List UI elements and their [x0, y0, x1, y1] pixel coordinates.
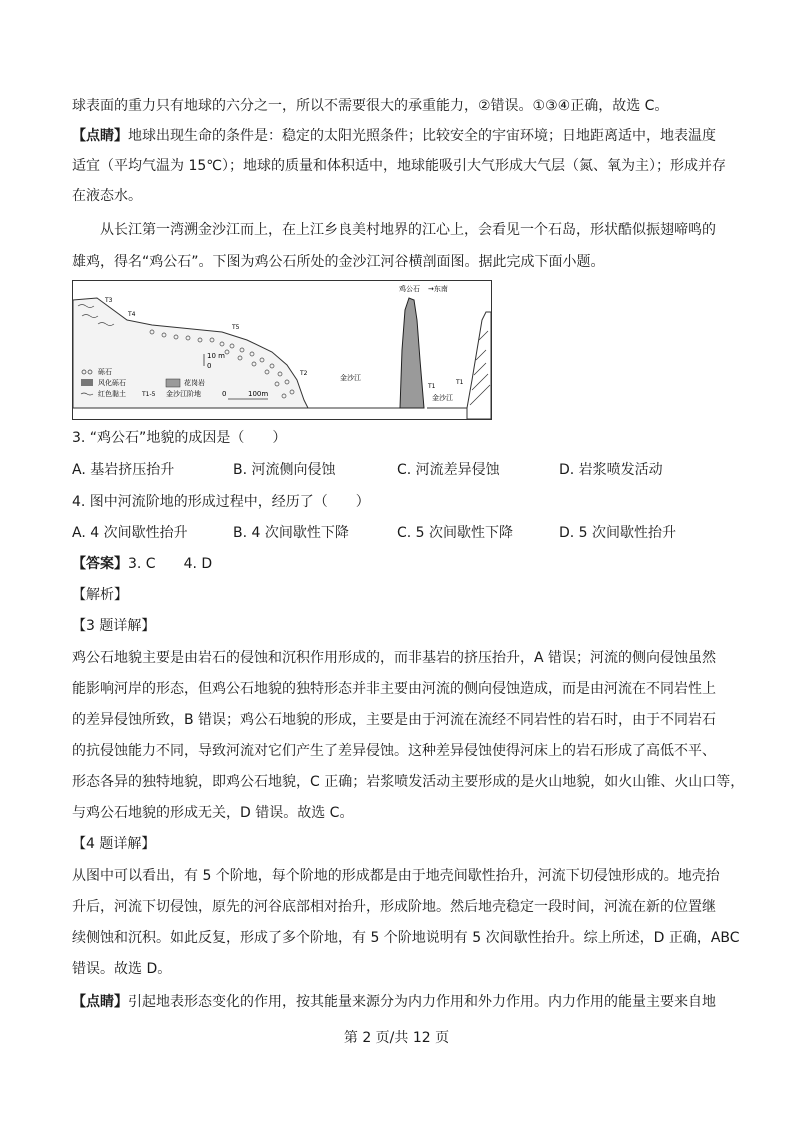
terrace-t5: T5 — [232, 324, 240, 331]
legend-weathered: 风化砾石 — [98, 379, 126, 387]
legend-granite: 花岗岩 — [184, 379, 205, 387]
scale-horizontal-zero: 0 — [222, 390, 227, 398]
scale-vertical-zero: 0 — [207, 362, 212, 370]
legend-clay: 红色黏土 — [98, 390, 126, 398]
detail-3-line-6: 与鸡公石地貌的形成无关，D 错误。故选 C。 — [72, 805, 354, 821]
river-label-left: 金沙江 — [340, 374, 361, 382]
answer-tag: 【答案】 — [72, 556, 128, 572]
passage-line-2: 雄鸡，得名“鸡公石”。下图为鸡公石所处的金沙江河谷横剖面图。据此完成下面小题。 — [72, 254, 605, 270]
tip-2-text: 引起地表形态变化的作用，按其能量来源分为内力作用和外力作用。内力作用的能量主要来自地 — [128, 994, 716, 1010]
tip-2-line — [72, 992, 716, 1012]
legend-terrace: 金沙江阶地 — [166, 390, 201, 398]
q4-option-b: B. 4 次间歇性下降 — [233, 525, 349, 541]
intro-line-1: 球表面的重力只有地球的六分之一，所以不需要很大的承重能力，②错误。①③④正确，故选 C。 — [72, 98, 669, 114]
q4-option-d: D. 5 次间歇性抬升 — [559, 525, 677, 541]
terrace-t1-right: T1 — [456, 379, 464, 386]
detail-4-line-4: 错误。故选 D。 — [72, 961, 172, 977]
answer-text: 3. C 4. D — [128, 556, 213, 572]
detail-3-line-4: 的抗侵蚀能力不同，导致河流对它们产生了差异侵蚀。这种差异侵蚀使得河床上的岩石形成了高低不平、 — [72, 743, 716, 759]
q4-stem: 4. 图中河流阶地的形成过程中，经历了（ ） — [72, 494, 370, 510]
terrace-t1-left: T1 — [428, 383, 436, 390]
tip-2-tag: 【点睛】 — [72, 994, 128, 1010]
scale-horizontal: 100m — [248, 390, 269, 398]
river-label-right: 金沙江 — [432, 394, 453, 402]
q3-stem: 3. “鸡公石”地貌的成因是（ ） — [72, 430, 287, 446]
valley-cross-section-figure — [72, 280, 492, 420]
terrace-t3: T3 — [105, 297, 113, 304]
passage-line-1: 从长江第一湾溯金沙江而上，在上江乡良美村地界的江心上，会看见一个石岛，形状酷似振翅啼鸣的 — [100, 222, 716, 238]
q3-option-a: A. 基岩挤压抬升 — [72, 462, 175, 478]
tip-tag: 【点睛】 — [72, 128, 128, 144]
detail-3-line-2: 能影响河岸的形态，但鸡公石地貌的独特形态并非主要由河流的侧向侵蚀造成，而是由河流在不同岩性上 — [72, 681, 716, 697]
tip-text-1: 地球出现生命的条件是：稳定的太阳光照条件；比较安全的宇宙环境；日地距离适中，地表温度 — [128, 128, 716, 144]
detail-4-line-1: 从图中可以看出，有 5 个阶地，每个阶地的形成都是由于地壳间歇性抬升，河流下切侵蚀形成的。地壳抬 — [72, 868, 720, 884]
answer-line — [72, 554, 212, 574]
detail-3-line-1: 鸡公石地貌主要是由岩石的侵蚀和沉积作用形成的，而非基岩的挤压抬升，A 错误；河流的侧向侵蚀虽然 — [72, 650, 717, 666]
detail-4-title: 【4 题详解】 — [72, 836, 156, 852]
detail-4-line-3: 续侧蚀和沉积。如此反复，形成了多个阶地，有 5 个阶地说明有 5 次间歇性抬升。综上所述，D 正确，ABC — [72, 930, 740, 946]
detail-3-line-3: 的差异侵蚀所致，B 错误；鸡公石地貌的形成，主要是由于河流在流经不同岩性的岩石时，由于不同岩石 — [72, 712, 717, 728]
q3-option-d: D. 岩浆喷发活动 — [559, 462, 663, 478]
q4-option-a: A. 4 次间歇性抬升 — [72, 525, 188, 541]
peak-label: 鸡公石 — [399, 285, 420, 293]
analysis-tag: 【解析】 — [72, 587, 128, 603]
terrace-t2: T2 — [300, 370, 308, 377]
q3-option-b: B. 河流侧向侵蚀 — [233, 462, 336, 478]
direction-label: →东南 — [428, 285, 448, 293]
detail-4-line-2: 升后，河流下切侵蚀，原先的河谷底部相对抬升，形成阶地。然后地壳稳定一段时间，河流在新的位置继 — [72, 899, 716, 915]
scale-vertical: 10 m — [207, 352, 225, 360]
page-footer: 第 2 页/共 12 页 — [343, 1030, 450, 1046]
detail-3-line-5: 形态各异的独特地貌，即鸡公石地貌，C 正确；岩浆喷发活动主要形成的是火山地貌，如火山锥、火山口等， — [72, 774, 745, 790]
legend-gravel: 砾石 — [98, 368, 112, 376]
tip-line-2: 适宜（平均气温为 15℃）；地球的质量和体积适中，地球能吸引大气形成大气层（氮、氧为主）；形成并存 — [72, 158, 726, 174]
q3-option-c: C. 河流差异侵蚀 — [397, 462, 500, 478]
tip-line-3: 在液态水。 — [72, 188, 142, 204]
q4-option-c: C. 5 次间歇性下降 — [397, 525, 514, 541]
terrace-t4: T4 — [128, 311, 136, 318]
detail-3-title: 【3 题详解】 — [72, 618, 156, 634]
legend-terrace-symbol: T1-5 — [142, 391, 156, 398]
tip-line-1 — [72, 126, 716, 146]
